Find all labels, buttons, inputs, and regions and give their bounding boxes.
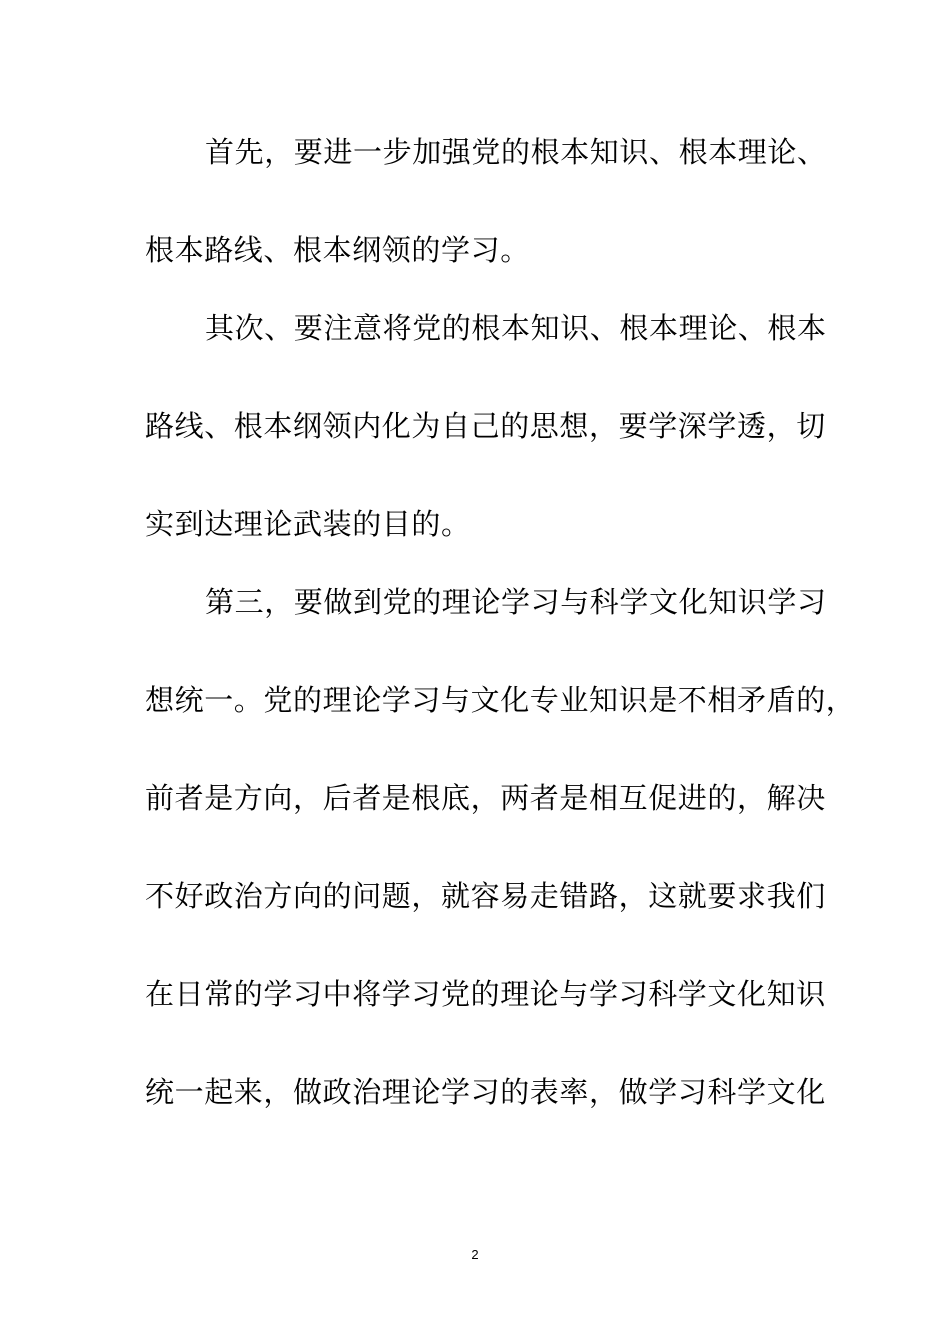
paragraph-line: 前者是方向，后者是根底，两者是相互促进的，解决 [145, 781, 826, 815]
paragraph-line: 其次、要注意将党的根本知识、根本理论、根本 [205, 311, 827, 345]
page-number: 2 [471, 1247, 479, 1262]
paragraph-line: 在日常的学习中将学习党的理论与学习科学文化知识 [145, 977, 826, 1011]
paragraph-line: 统一起来，做政治理论学习的表率，做学习科学文化 [145, 1075, 826, 1109]
paragraph-line: 想统一。党的理论学习与文化专业知识是不相矛盾的， [145, 683, 856, 717]
paragraph-line: 首先，要进一步加强党的根本知识、根本理论、 [205, 135, 827, 169]
paragraph-line: 不好政治方向的问题，就容易走错路，这就要求我们 [145, 879, 826, 913]
paragraph-line: 路线、根本纲领内化为自己的思想，要学深学透，切 [145, 409, 826, 443]
paragraph-line: 根本路线、根本纲领的学习。 [145, 233, 530, 267]
paragraph-line: 实到达理论武装的目的。 [145, 507, 471, 541]
paragraph-line: 第三，要做到党的理论学习与科学文化知识学习 [205, 585, 827, 619]
